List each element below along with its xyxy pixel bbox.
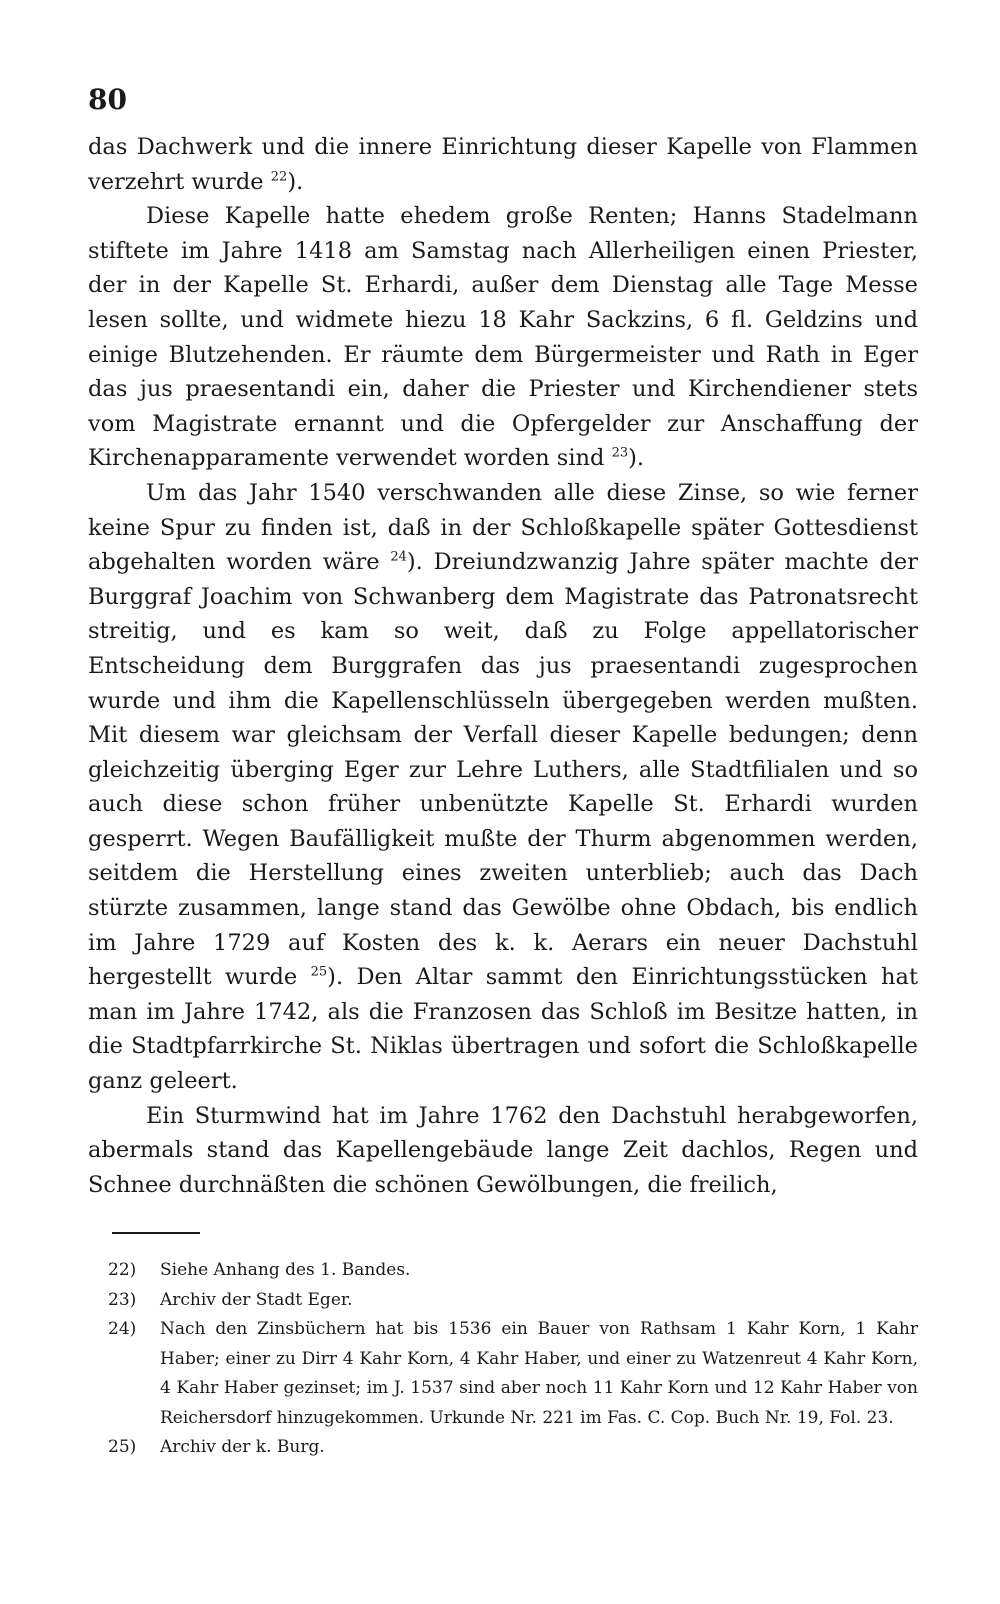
footnote-text: Nach den Zinsbüchern hat bis 1536 ein Bauer von Rathsam 1 Kahr Korn, 1 Kahr Haber; einer zu Dirr 4 Kahr Korn, 4 Kahr Haber, und einer zu Watzenreut 4 Kahr Korn, 4 Kahr Haber gezinset; im J. 1537 sind aber noch 11 Kahr Korn und 12 Kahr Haber von Reichersdorf hinzugekommen. Urkunde Nr. 221 im Fas. C. Cop. Buch Nr. 19, Fol. 23. xyxy=(160,1319,918,1428)
footnote-25 xyxy=(108,1433,918,1463)
paragraph-3: Um das Jahr 1540 verschwanden alle diese Zinse, so wie ferner keine Spur zu finden ist, daß in der Schloßkapelle später Gottesdienst abgehalten worden wäre $^{24}$). Dreiundzwanzig Jahre später machte der Burggraf Joachim von Schwanberg dem Magistrate das Patronatsrecht streitig, und es kam so weit, daß zu Folge appellatorischer Entscheidung dem Burggrafen das jus praesentandi zugesprochen wurde und ihm die Kapellenschlüsseln übergegeben werden mußten. Mit diesem war gleichsam der Verfall dieser Kapelle bedungen; denn gleichzeitig überging Eger zur Lehre Luthers, alle Stadtfilialen und so auch diese schon früher unbenützte Kapelle St. Erhardi wurden gesperrt. Wegen Baufälligkeit mußte der Thurm abgenommen werden, seitdem die Herstellung eines zweiten unterblieb; auch das Dach stürzte zusammen, lange stand das Gewölbe ohne Obdach, bis endlich im Jahre 1729 auf Kosten des k. k. Aerars ein neuer Dachstuhl hergestellt wurde $^{25}$). Den Altar sammt den Einrichtungsstücken hat man im Jahre 1742, als die Franzosen das Schloß im Besitze hatten, in die Stadtpfarrkirche St. Niklas übertragen und sofort die Schloßkapelle ganz geleert. xyxy=(88,479,918,1095)
footnote-ref-22[interactable]: 22 xyxy=(270,169,288,185)
footnote-number: 24) xyxy=(108,1319,137,1340)
footnote-24 xyxy=(108,1315,918,1433)
footnote-number: 23) xyxy=(108,1289,137,1310)
footnote-22 xyxy=(108,1256,918,1286)
footnote-text: Siehe Anhang des 1. Bandes. xyxy=(160,1260,411,1281)
footnotes xyxy=(88,1256,918,1463)
footnote-number: 25) xyxy=(108,1437,137,1458)
footnote-text: Archiv der Stadt Eger. xyxy=(160,1289,353,1310)
book-page xyxy=(88,80,918,1463)
footnote-text: Archiv der k. Burg. xyxy=(160,1437,325,1458)
paragraph-4: Ein Sturmwind hat im Jahre 1762 den Dachstuhl herabgeworfen, abermals stand das Kapellengebäude lange Zeit dachlos, Regen und Schnee durchnäßten die schönen Gewölbungen, die freilich, xyxy=(88,1102,918,1198)
footnote-ref-23[interactable]: 23 xyxy=(611,445,629,461)
footnote-23 xyxy=(108,1286,918,1316)
footnote-number: 22) xyxy=(108,1260,137,1281)
footnote-ref-24[interactable]: 24 xyxy=(390,549,407,565)
page-number: 80 xyxy=(88,83,127,116)
body-text xyxy=(88,130,918,1202)
paragraph-1: das Dachwerk und die innere Einrichtung dieser Kapelle von Flammen verzehrt wurde $^{22}$). xyxy=(88,134,918,195)
footnote-separator xyxy=(112,1232,200,1234)
paragraph-2: Diese Kapelle hatte ehedem große Renten; Hanns Stadelmann stiftete im Jahre 1418 am Samstag nach Allerheiligen einen Priester, der in der Kapelle St. Erhardi, außer dem Dienstag alle Tage Messe lesen sollte, und widmete hiezu 18 Kahr Sackzins, 6 fl. Geldzins und einige Blutzehenden. Er räumte dem Bürgermeister und Rath in Eger das jus praesentandi ein, daher die Priester und Kirchendiener stets vom Magistrate ernannt und die Opfergelder zur Anschaffung der Kirchenapparamente verwendet worden sind $^{23}$). xyxy=(88,203,918,472)
footnote-ref-25[interactable]: 25 xyxy=(310,964,328,980)
